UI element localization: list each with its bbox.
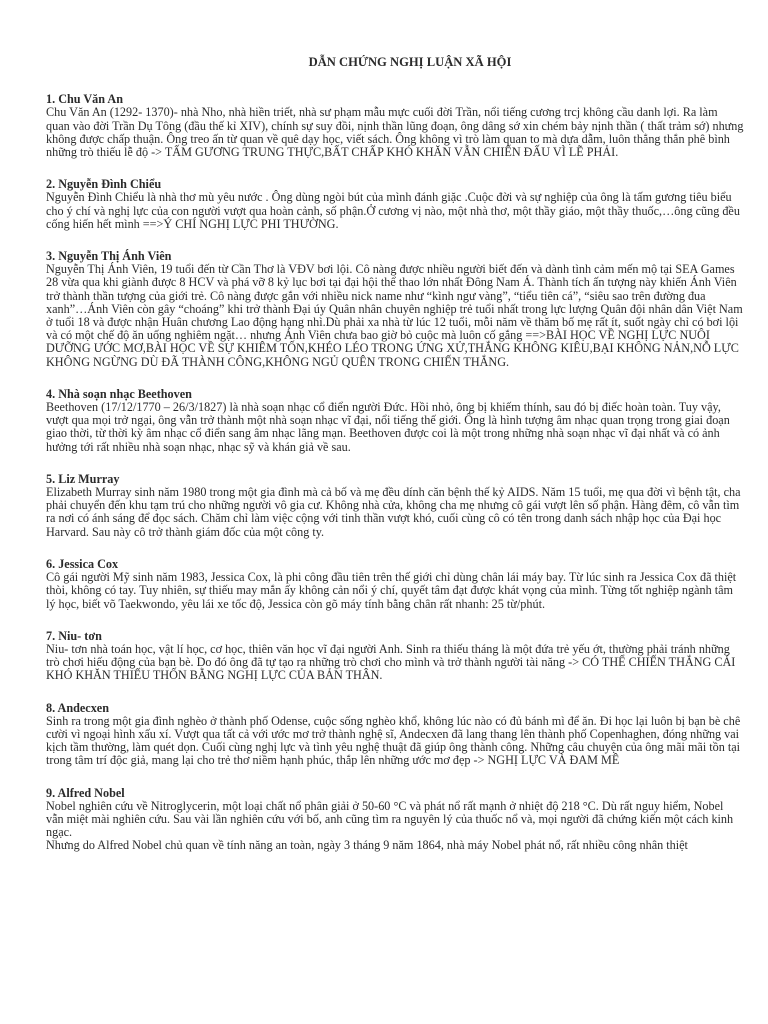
document-title: DẪN CHỨNG NGHỊ LUẬN XÃ HỘI xyxy=(308,55,512,69)
paragraph: Nhưng do Alfred Nobel chủ quan về tính năng an toàn, ngày 3 tháng 9 năm 1864, nhà máy Nobel phát nổ, rất nhiều công nhân thiệt xyxy=(46,838,688,853)
section-beethoven xyxy=(46,388,744,454)
paragraph: Nobel nghiên cứu về Nitroglycerin, một loại chất nổ phân giải ở 50-60 °C và phát nổ rất mạnh ở nhiệt độ 218 °C. Dù rất nguy hiểm, Nobel vẫn miệt mài nghiên cứu. Sau vài lần nghiên cứu với bố, anh cũng tìm ra nguyên lý của thuốc nổ và, mọi người đã chứng kiến một cách kinh ngạc. xyxy=(46,798,734,840)
section-heading: 8. Andecxen xyxy=(46,700,109,715)
paragraph: Elizabeth Murray sinh năm 1980 trong một gia đình mà cả bố và mẹ đều dính căn bệnh thế kỷ AIDS. Năm 15 tuổi, mẹ qua đời vì bệnh tật, cha phải chuyển đến khu tạm trú cho những người vô gia cư. Không nhà cửa, không cha mẹ nhưng cô gái vượt lên số phận. Hàng đêm, cô vẫn tìm ra nơi có ánh sáng để đọc sách. Chăm chỉ làm việc cộng với tinh thần vượt khó, cuối cùng cô có tên trong danh sách nhập học của Đại học Harvard. Sau này cô trở thành giám đốc của một công ty. xyxy=(46,485,741,539)
section-body xyxy=(46,401,744,454)
section-body xyxy=(46,263,744,369)
section-heading: 9. Alfred Nobel xyxy=(46,785,125,800)
paragraph: Nguyễn Đình Chiểu là nhà thơ mù yêu nước . Ông dùng ngòi bút của mình đánh giặc .Cuộc đời và sự nghiệp của ông là tấm gương tiêu biểu cho ý chí và nghị lực của con người vượt qua hoàn cảnh, số phận.Ở cương vị nào, một nhà thơ, một thầy giáo, một thầy thuốc,…ông cũng đều cống hiến hết mình ==>Ý CHÍ NGHỊ LỰC PHI THƯỜNG. xyxy=(46,190,740,231)
section-body xyxy=(46,486,744,539)
paragraph: Sinh ra trong một gia đình nghèo ở thành phố Odense, cuộc sống nghèo khổ, không lúc nào có đủ bánh mì để ăn. Đi học lại luôn bị bạn bè chê cười vì ngoại hình xấu xí. Vượt qua tất cả với ước mơ trở thành nghệ sĩ, Andecxen đã lang thang lên thành phố Copenhaghen, đóng những vai kịch tầm thường, làm quét dọn. Cuối cùng nghị lực và tình yêu nghệ thuật đã giúp ông thành công. Những câu chuyện của ông mãi mãi tồn tại trong tâm trí độc giả, mang lại cho trẻ thơ niềm hạnh phúc, thắp lên những ước mơ đẹp -> NGHỊ LỰC VÀ ĐAM MÊ xyxy=(46,713,741,768)
section-body xyxy=(46,643,744,683)
paragraph: Niu- tơn nhà toán học, vật lí học, cơ học, thiên văn học vĩ đại người Anh. Sinh ra thiếu tháng là một đứa trẻ yếu ớt, thường phải tránh những trò chơi hiếu động của bạn bè. Do đó ông đã tự tạo ra những trò chơi cho mình và trở thành người tài năng -> CÓ THỂ CHIẾN THẮNG CÁI KHÓ KHĂN THIẾU THỐN BẰNG NGHỊ LỰC CỦA BẢN THÂN. xyxy=(46,641,736,683)
paragraph: Chu Văn An (1292- 1370)- nhà Nho, nhà hiền triết, nhà sư phạm mẫu mực cuối đời Trần, nổi tiếng cương trcj không cầu danh lợi. Ra làm quan vào đời Trần Dụ Tông (đầu thế kỉ XIV), chính sự suy đồi, nịnh thần lũng đoạn, ông dâng sớ xin chém bảy nịnh thần ( thất trảm sớ) nhưng không được chấp thuận. Ông treo ấn từ quan về quê dạy học, viết sách. Ông không vì trò làm quan to mà dựa dẫm, luôn thẳng thắn phê bình những trò thiếu lễ độ -> TẤM GƯƠNG TRUNG THỰC,BẤT CHẤP KHÓ KHĂN VẪN CHIẾN ĐẤU VÌ LẼ PHẢI. xyxy=(46,105,744,160)
paragraph: Beethoven (17/12/1770 – 26/3/1827) là nhà soạn nhạc cổ điển người Đức. Hồi nhỏ, ông bị khiếm thính, sau đó bị điếc hoàn toàn. Tuy vậy, vượt qua mọi trở ngại, ông vẫn trở thành một nhà soạn nhạc vĩ đại, nổi tiếng thế giới. Ông là hình tượng âm nhạc quan trọng trong giai đoạn giao thời, từ thời kỳ âm nhạc cổ điển sang âm nhạc lãng mạn. Beethoven được coi là một trong những nhà soạn nhạc vĩ đại nhất và có ảnh hưởng tới rất nhiều nhà soạn nhạc, nhạc sỹ và khán giả về sau. xyxy=(46,400,730,454)
section-niu-ton xyxy=(46,630,744,683)
section-alfred-nobel xyxy=(46,787,744,853)
section-nguyen-thi-anh-vien xyxy=(46,250,744,369)
section-chu-van-an xyxy=(46,93,744,159)
section-heading: 4. Nhà soạn nhạc Beethoven xyxy=(46,386,192,401)
section-liz-murray xyxy=(46,473,744,539)
section-body xyxy=(46,191,744,231)
paragraph: Cô gái người Mỹ sinh năm 1983, Jessica Cox, là phi công đầu tiên trên thế giới chỉ dùng chân lái máy bay. Từ lúc sinh ra Jessica Cox đã thiệt thòi, không có tay. Tuy nhiên, sự thiếu may mắn ấy không cản nổi ý chí, quyết tâm đạt được khát vọng của mình. Từng tốt nghiệp ngành tâm lý học, biết võ Taekwondo, yêu lái xe tốc độ, Jessica còn gõ máy tính bằng chân rất nhanh: 25 từ/phút. xyxy=(46,570,737,611)
section-heading: 2. Nguyễn Đình Chiểu xyxy=(46,177,162,192)
section-heading: 6. Jessica Cox xyxy=(46,556,119,571)
section-heading: 5. Liz Murray xyxy=(46,471,120,486)
section-heading: 7. Niu- tơn xyxy=(46,628,102,643)
paragraph: Nguyễn Thị Ánh Viên, 19 tuổi đến từ Cần Thơ là VĐV bơi lội. Cô nàng được nhiều người biết đến và dành tình cảm mến mộ tại SEA Games 28 vừa qua khi giành được 8 HCV và phá vỡ 8 kỷ lục bơi tại đại hội thể thao lớn nhất Đông Nam Á. Thành tích ấn tượng này khiến Ánh Viên trở thành thần tượng của giới trẻ. Cô nàng được gắn với nhiều nick name như “kình ngư vàng”, “tiểu tiên cá”, “siêu sao trên đường đua xanh”…Ánh Viên còn gây “choáng” khi trở thành Đại úy Quân nhân chuyên nghiệp trẻ tuổi nhất trong lực lượng Quân đội nhân dân Việt Nam ở tuổi 18 và được nhận Huân chương Lao động hạng nhì.Dù phải xa nhà từ lúc 12 tuổi, mỗi năm về thăm bố mẹ rất ít, suốt ngày chỉ có bơi lội và có một chế độ ăn uống nghiêm ngặt… nhưng Ánh Viên chưa bao giờ bỏ cuộc mà luôn cố gắng ==>BÀI HỌC VỀ NGHỊ LỰC NUÔI DƯỠNG ƯỚC MƠ,BÀI HỌC VỀ SỰ KHIÊM TỐN,KHÉO LÉO TRONG ỨNG XỬ,THẮNG KHÔNG KIÊU,BẠI KHÔNG NẢN,NỖ LỰC KHÔNG NGỪNG DÙ ĐÃ THÀNH CÔNG,KHÔNG NGỦ QUÊN TRONG CHIẾN THẮNG. xyxy=(46,262,743,369)
section-body xyxy=(46,571,744,611)
section-andecxen xyxy=(46,702,744,768)
section-nguyen-dinh-chieu xyxy=(46,178,744,231)
section-body xyxy=(46,106,744,159)
section-body xyxy=(46,715,744,768)
section-body xyxy=(46,800,744,853)
section-jessica-cox xyxy=(46,558,744,611)
section-heading: 3. Nguyễn Thị Ánh Viên xyxy=(46,249,172,264)
section-heading: 1. Chu Văn An xyxy=(46,92,123,107)
